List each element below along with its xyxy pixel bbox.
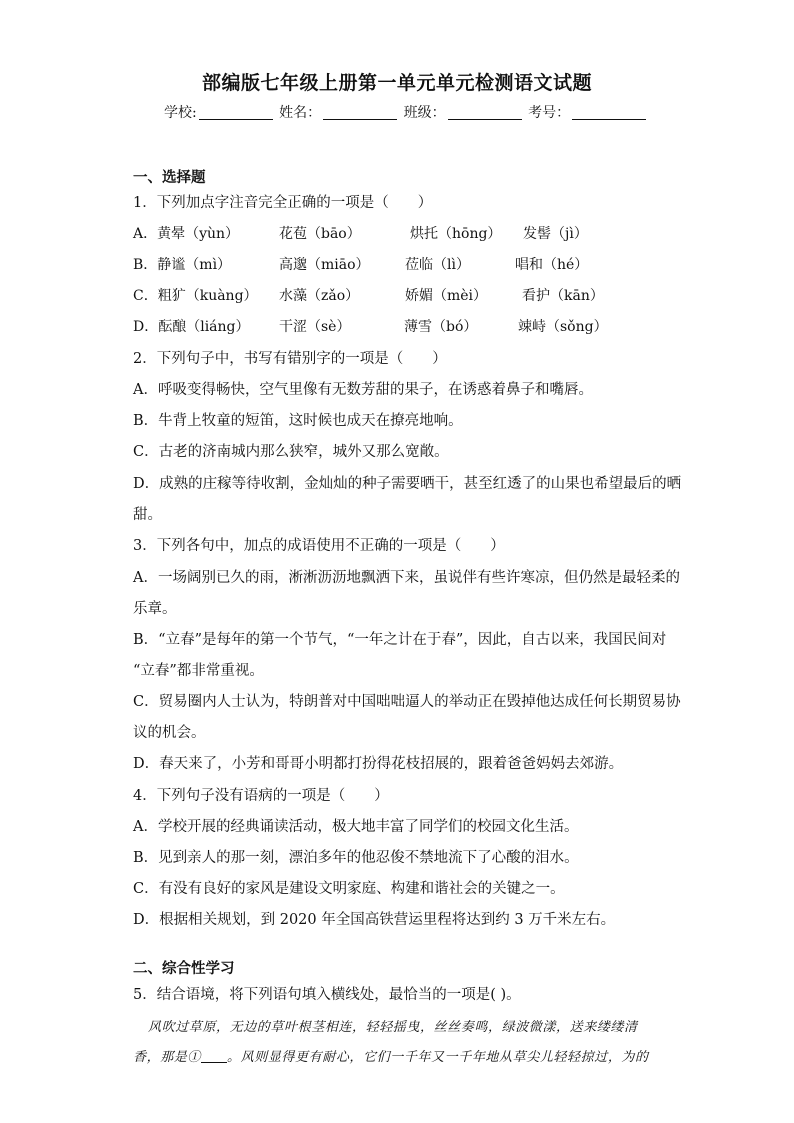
q2-option-d-line2: 甜。 [133,507,162,523]
q2-option-c: C．古老的济南城内那么狭窄，城外又那么宽敞。 [133,444,449,460]
q3-option-b-line1: B．“立春”是每年的第一个节气，“一年之计在于春”，因此，自古以来，我国民间对 [133,632,667,648]
q2-stem: 2．下列句子中，书写有错别字的一项是（ ） [133,351,447,367]
q5-passage-line2 [133,1046,661,1065]
q1-row3-col1: C．粗犷（kuàng） [133,288,258,304]
page-title: 部编版七年级上册第一单元单元检测语文试题 [201,72,592,94]
q1-stem: 1．下列加点字注音完全正确的一项是（ ） [133,195,433,211]
q3-option-d: D．春天来了，小芳和哥哥小明都打扮得花枝招展的，跟着爸爸妈妈去郊游。 [133,756,624,772]
q5-passage-line2-end: 。风则显得更有耐心，它们一千年又一千年地从草尖儿轻轻掠过，为的 [227,1050,649,1065]
q1-row2-col4: 唱和（hé） [515,257,589,273]
q1-row2-col2: 高邈（miāo） [279,257,370,273]
school-blank[interactable] [199,105,273,120]
q3-stem: 3．下列各句中，加点的成语使用不正确的一项是（ ） [133,538,505,554]
q4-option-a: A．学校开展的经典诵读活动，极大地丰富了同学们的校园文化生活。 [133,819,579,835]
section-heading-comprehensive: 二、综合性学习 [133,960,235,977]
number-label: 考号： [528,105,571,121]
q4-stem: 4．下列句子没有语病的一项是（ ） [133,788,389,804]
q2-option-b: B．牛背上牧童的短笛，这时候也成天在撩亮地响。 [133,413,463,429]
q3-option-c-line2: 议的机会。 [133,725,206,741]
class-label: 班级： [403,105,446,121]
name-blank[interactable] [323,105,397,120]
q3-option-b-line2: “立春”都非常重视。 [133,663,264,679]
q3-option-c-line1: C．贸易圈内人士认为，特朗普对中国咄咄逼人的举动正在毁掉他达成任何长期贸易协 [133,694,681,710]
q1-row4-col3: 薄雪（bó） [404,319,478,335]
student-info-line [164,102,648,122]
q4-option-b: B．见到亲人的那一刻，漂泊多年的他忍俊不禁地流下了心酸的泪水。 [133,850,579,866]
q1-row4-col4: 竦峙（sǒng） [518,319,608,335]
q2-option-d-line1: D．成熟的庄稼等待收割，金灿灿的种子需要晒干，甚至红透了的山果也希望最后的晒 [133,476,682,492]
q1-row1-col3: 烘托（hōng） [410,226,502,242]
q1-row1-col4: 发髻（jì） [523,226,588,242]
q1-row4-col1: D．酝酿（liáng） [133,319,250,335]
q1-row4-col2: 干涩（sè） [279,319,351,335]
section-heading-choice: 一、选择题 [133,169,206,186]
q5-passage-line2-start: 香，那是① [133,1050,202,1065]
q5-fill-blank-1[interactable] [201,1049,227,1063]
number-blank[interactable] [572,105,646,120]
q4-option-c: C．有没有良好的家风是建设文明家庭、构建和谐社会的关键之一。 [133,881,565,897]
q3-option-a-line1: A．一场阔别已久的雨，淅淅沥沥地飘洒下来，虽说伴有些许寒凉，但仍然是最轻柔的 [133,570,680,586]
q2-option-a: A．呼吸变得畅快，空气里像有无数芳甜的果子，在诱惑着鼻子和嘴唇。 [133,382,593,398]
q5-passage-line1: 风吹过草原，无边的草叶根茎相连，轻轻摇曳，丝丝奏鸣，绿波微漾，送来缕缕清 [148,1020,638,1035]
q1-row2-col3: 莅临（lì） [405,257,470,273]
q1-row1-col1: A．黄晕（yùn） [133,226,240,242]
q1-row2-col1: B．静谧（mì） [133,257,232,273]
name-label: 姓名： [279,105,322,121]
q1-row3-col3: 娇媚（mèi） [405,288,488,304]
class-blank[interactable] [448,105,522,120]
q3-option-a-line2: 乐章。 [133,601,177,617]
school-label: 学校: [164,105,197,121]
q4-option-d: D．根据相关规划，到 2020 年全国高铁营运里程将达到约 3 万千米左右。 [133,912,616,928]
q5-stem: 5．结合语境，将下列语句填入横线处，最恰当的一项是( )。 [133,987,521,1003]
q1-row3-col4: 看护（kān） [522,288,604,304]
q1-row3-col2: 水藻（zǎo） [279,288,360,304]
q1-row1-col2: 花苞（bāo） [279,226,361,242]
